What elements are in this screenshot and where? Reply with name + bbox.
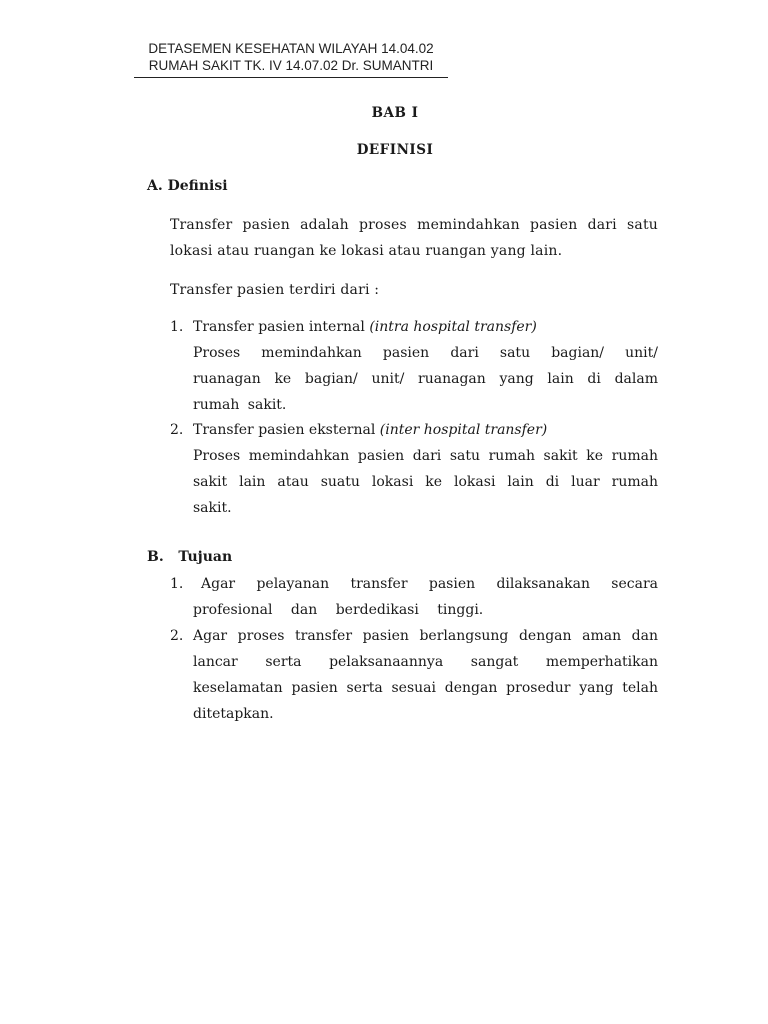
definition-item-2-description: Proses memindahkan pasien dari satu rumah sakit ke rumah sakit lain atau suatu lokasi ke lokasi lain di luar rumah sakit. xyxy=(193,448,658,516)
section-a-title: A. Definisi xyxy=(147,178,228,194)
definition-item-2-label xyxy=(193,417,658,443)
definition-item-2-label-italic: (inter hospital transfer) xyxy=(379,422,548,438)
letterhead-line-1: DETASEMEN KESEHATAN WILAYAH 14.04.02 xyxy=(148,41,434,56)
purpose-item-2-number: 2. xyxy=(170,628,184,644)
definition-item-2-number: 2. xyxy=(170,422,184,438)
definition-item-2-label-text: Transfer pasien eksternal xyxy=(193,422,380,438)
definition-item-1-description: Proses memindahkan pasien dari satu bagian/ unit/ ruanagan ke bagian/ unit/ ruanagan yang lain di dalam rumah sakit. xyxy=(193,345,658,413)
section-a-intro: Transfer pasien adalah proses memindahkan pasien dari satu lokasi atau ruangan ke lokasi atau ruangan yang lain. xyxy=(170,217,658,259)
purpose-item-2-text: Agar proses transfer pasien berlangsung dengan aman dan lancar serta pelaksanaannya sangat memperhatikan keselamatan pasien serta sesuai dengan prosedur yang telah ditetapkan. xyxy=(193,628,658,722)
definition-item-1-label-italic: (intra hospital transfer) xyxy=(369,319,537,335)
definition-item-1-label-text: Transfer pasien internal xyxy=(193,319,370,335)
purpose-item-1 xyxy=(170,571,658,623)
section-b-title: B. Tujuan xyxy=(147,549,233,565)
letterhead-line-2: RUMAH SAKIT TK. IV 14.07.02 Dr. SUMANTRI xyxy=(148,58,434,73)
purpose-item-1-text: Agar pelayanan transfer pasien dilaksanakan secara profesional dan berdedikasi tinggi. xyxy=(193,576,658,618)
definition-item-1-number: 1. xyxy=(170,319,184,335)
letterhead xyxy=(134,40,448,78)
definition-item-2 xyxy=(170,417,658,521)
section-a-lead: Transfer pasien terdiri dari : xyxy=(170,282,380,298)
definition-item-1 xyxy=(170,314,658,418)
chapter-title: DEFINISI xyxy=(356,142,434,158)
definition-item-1-label xyxy=(193,314,658,340)
purpose-item-1-number: 1. xyxy=(170,576,184,592)
purpose-item-2 xyxy=(170,623,658,727)
chapter-number: BAB I xyxy=(371,105,419,121)
